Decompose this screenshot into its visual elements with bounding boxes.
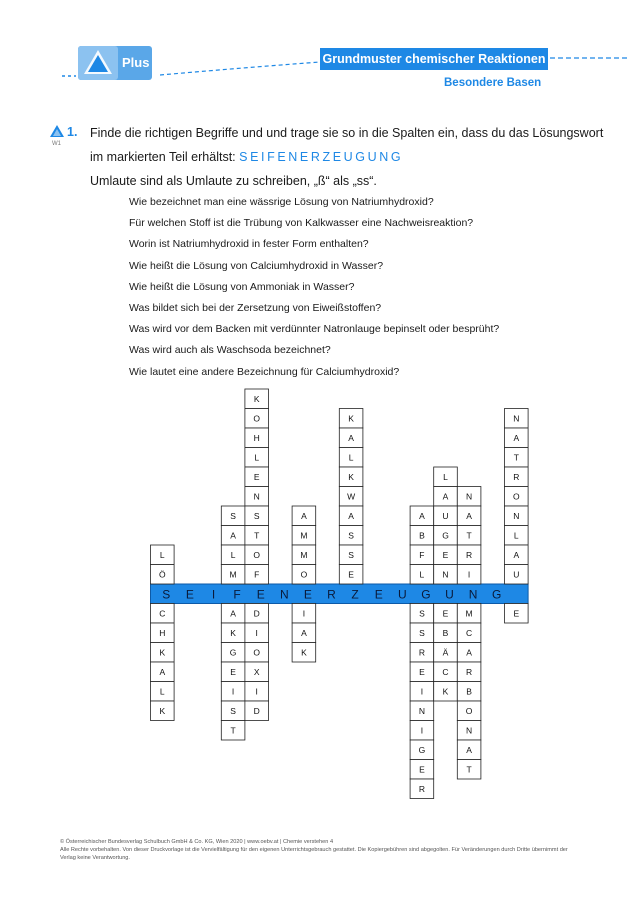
solution-letter: G xyxy=(492,587,502,602)
solution-letter: E xyxy=(374,587,383,602)
crossword-letter: A xyxy=(348,432,354,443)
crossword-letter: C xyxy=(442,666,449,677)
crossword-letter: E xyxy=(513,608,520,619)
crossword-letter: S xyxy=(253,510,260,521)
crossword-letter: I xyxy=(255,627,258,638)
task-instruction-line1: Finde die richtigen Begriffe und und trage sie so in die Spalten ein, dass du das Lösungswort xyxy=(90,126,604,140)
crossword-letter: A xyxy=(513,549,520,560)
crossword-letter: A xyxy=(348,510,354,521)
crossword-letter: R xyxy=(418,647,425,658)
crossword-letter: I xyxy=(467,569,471,580)
logo-text: Plus xyxy=(122,55,150,70)
crossword-letter: A xyxy=(466,647,472,658)
crossword-letter: N xyxy=(513,510,520,521)
crossword-letter: A xyxy=(301,627,307,638)
crossword-letter: S xyxy=(419,627,425,638)
crossword-letter: L xyxy=(230,549,236,560)
crossword-letter: B xyxy=(442,627,449,638)
crossword-letter: K xyxy=(442,686,449,697)
crossword-letter: A xyxy=(419,510,425,521)
crossword-letter: B xyxy=(466,686,472,697)
crossword-letter: L xyxy=(419,569,425,580)
solution-letter: E xyxy=(303,587,312,602)
task-code: W1 xyxy=(52,141,61,147)
crossword-letter: C xyxy=(159,608,166,619)
crossword-letter: M xyxy=(465,608,473,619)
solution-letter: Z xyxy=(351,587,359,602)
question-item: Wie heißt die Lösung von Ammoniak in Wasser? xyxy=(129,280,355,293)
crossword-letter: X xyxy=(253,666,260,677)
crossword-letter: W xyxy=(347,491,356,502)
solution-letter: E xyxy=(185,587,194,602)
crossword-letter: A xyxy=(442,491,449,502)
crossword-letter: O xyxy=(253,413,261,424)
solution-letter: F xyxy=(233,587,241,602)
header-subtitle: Besondere Basen xyxy=(444,77,542,89)
crossword-letter: M xyxy=(229,569,237,580)
crossword-letter: E xyxy=(230,666,236,677)
crossword-letter: N xyxy=(442,569,449,580)
header-title: Grundmuster chemischer Reaktionen xyxy=(320,48,548,70)
crossword-letter: O xyxy=(253,647,261,658)
crossword-letter: E xyxy=(253,471,260,482)
crossword-letter: O xyxy=(512,491,520,502)
crossword-letter: N xyxy=(466,725,473,736)
crossword-letter: L xyxy=(254,452,260,463)
solution-letter: I xyxy=(211,587,216,602)
crossword-letter: L xyxy=(159,549,165,560)
crossword-letter: E xyxy=(419,764,425,775)
question-item: Worin ist Natriumhydroxid in fester Form enthalten? xyxy=(129,238,369,251)
footer-copyright: © Österreichischer Bundesverlag Schulbuch GmbH & Co. KG, Wien 2020 | www.oebv.at | Chemie verstehen 4 xyxy=(60,839,334,845)
crossword-letter: S xyxy=(230,510,236,521)
footer xyxy=(60,838,580,862)
crossword-letter: K xyxy=(301,647,307,658)
crossword-letter: F xyxy=(254,569,260,580)
crossword-letter: H xyxy=(253,432,260,443)
crossword-letter: N xyxy=(513,413,520,424)
crossword-letter: S xyxy=(348,549,354,560)
crossword-letter: A xyxy=(466,510,472,521)
crossword-letter: L xyxy=(513,530,519,541)
footer-rights: Alle Rechte vorbehalten. Von dieser Druckvorlage ist die Vervielfältigung für den eigenen Unterrichtsgebrauch gestattet. Die Kopiergebühren sind abgegolten. Für Veränderungen durch Dritte übernimmt der Verlag keine Verantwortung. xyxy=(60,847,568,861)
solution-word: SEIFENERZEUGUNG xyxy=(239,150,404,164)
crossword-letter: A xyxy=(466,744,472,755)
crossword-letter: E xyxy=(442,608,449,619)
crossword-letter: R xyxy=(513,471,520,482)
crossword-letter: G xyxy=(229,647,237,658)
crossword-letter: U xyxy=(513,569,520,580)
solution-letter: U xyxy=(445,587,454,602)
crossword-letter: I xyxy=(420,686,424,697)
task-instruction-prefix: im markierten Teil erhältst: xyxy=(90,150,236,164)
crossword-letter: K xyxy=(159,705,166,716)
solution-letter: S xyxy=(162,587,171,602)
crossword-letter: I xyxy=(231,686,235,697)
crossword-letter: L xyxy=(348,452,354,463)
crossword-letter: R xyxy=(418,783,425,794)
crossword-letter: K xyxy=(230,627,236,638)
crossword-letter: T xyxy=(254,530,260,541)
crossword-letter: T xyxy=(230,725,236,736)
crossword-letter: H xyxy=(159,627,166,638)
crossword-letter: F xyxy=(419,549,425,560)
crossword-letter: E xyxy=(442,549,449,560)
crossword-letter: T xyxy=(513,452,519,463)
crossword-letter: N xyxy=(418,705,425,716)
crossword-letter: E xyxy=(348,569,354,580)
question-item: Wie lautet eine andere Bezeichnung für Calciumhydroxid? xyxy=(129,365,400,378)
crossword-letter: U xyxy=(442,510,449,521)
crossword-letter: R xyxy=(466,666,473,677)
question-item: Wie bezeichnet man eine wässrige Lösung von Natriumhydroxid? xyxy=(129,196,434,208)
crossword-letter: O xyxy=(465,705,473,716)
crossword-letter: R xyxy=(466,549,473,560)
task-instruction-line3: Umlaute sind als Umlaute zu schreiben, „ß“ als „ss“. xyxy=(90,174,377,188)
crossword-letter: T xyxy=(466,530,472,541)
crossword-letter: A xyxy=(301,510,307,521)
crossword-letter: Ä xyxy=(442,647,449,658)
crossword-letter: S xyxy=(348,530,354,541)
solution-letter: N xyxy=(279,587,289,602)
crossword-letter: I xyxy=(420,725,424,736)
crossword-letter: E xyxy=(419,666,425,677)
crossword-letter: S xyxy=(230,705,236,716)
question-item: Was wird auch als Waschsoda bezeichnet? xyxy=(129,344,331,357)
question-item: Für welchen Stoff ist die Trübung von Kalkwasser eine Nachweisreaktion? xyxy=(129,217,474,230)
crossword-letter: A xyxy=(159,666,166,677)
crossword-letter: D xyxy=(253,705,260,716)
crossword-letter: G xyxy=(418,744,426,755)
task-number: 1. xyxy=(67,125,78,139)
crossword-letter: I xyxy=(302,608,306,619)
crossword-letter: T xyxy=(466,764,472,775)
crossword-letter: S xyxy=(419,608,425,619)
crossword-letter: D xyxy=(253,608,260,619)
crossword-letter: A xyxy=(230,530,236,541)
crossword-letter: I xyxy=(255,686,258,697)
crossword-letter: A xyxy=(230,608,236,619)
question-item: Wie heißt die Lösung von Calciumhydroxid in Wasser? xyxy=(129,259,384,272)
solution-letter: U xyxy=(397,587,407,602)
crossword-letter: K xyxy=(159,647,166,658)
crossword-letter: A xyxy=(513,432,520,443)
crossword-letter: G xyxy=(442,530,449,541)
crossword-letter: N xyxy=(466,491,473,502)
question-item: Was wird vor dem Backen mit verdünnter Natronlauge bepinselt oder besprüht? xyxy=(129,323,500,336)
crossword-letter: K xyxy=(348,413,354,424)
crossword-letter: O xyxy=(300,569,308,580)
crossword-letter: K xyxy=(253,393,260,404)
solution-letter: N xyxy=(468,587,478,602)
crossword-letter: K xyxy=(348,471,354,482)
crossword-letter: Ö xyxy=(158,569,166,580)
solution-letter: G xyxy=(421,587,431,602)
crossword-letter: L xyxy=(159,686,165,697)
question-item: Was bildet sich bei der Zersetzung von Eiweißstoffen? xyxy=(129,301,382,314)
crossword-letter: C xyxy=(466,627,473,638)
crossword-letter: M xyxy=(300,549,308,560)
crossword-letter: B xyxy=(419,530,425,541)
solution-letter: E xyxy=(256,587,265,602)
crossword-letter: L xyxy=(443,471,448,482)
solution-letter: R xyxy=(327,587,336,602)
crossword-letter: N xyxy=(253,491,260,502)
crossword-letter: M xyxy=(300,530,308,541)
crossword-letter: O xyxy=(253,549,261,560)
